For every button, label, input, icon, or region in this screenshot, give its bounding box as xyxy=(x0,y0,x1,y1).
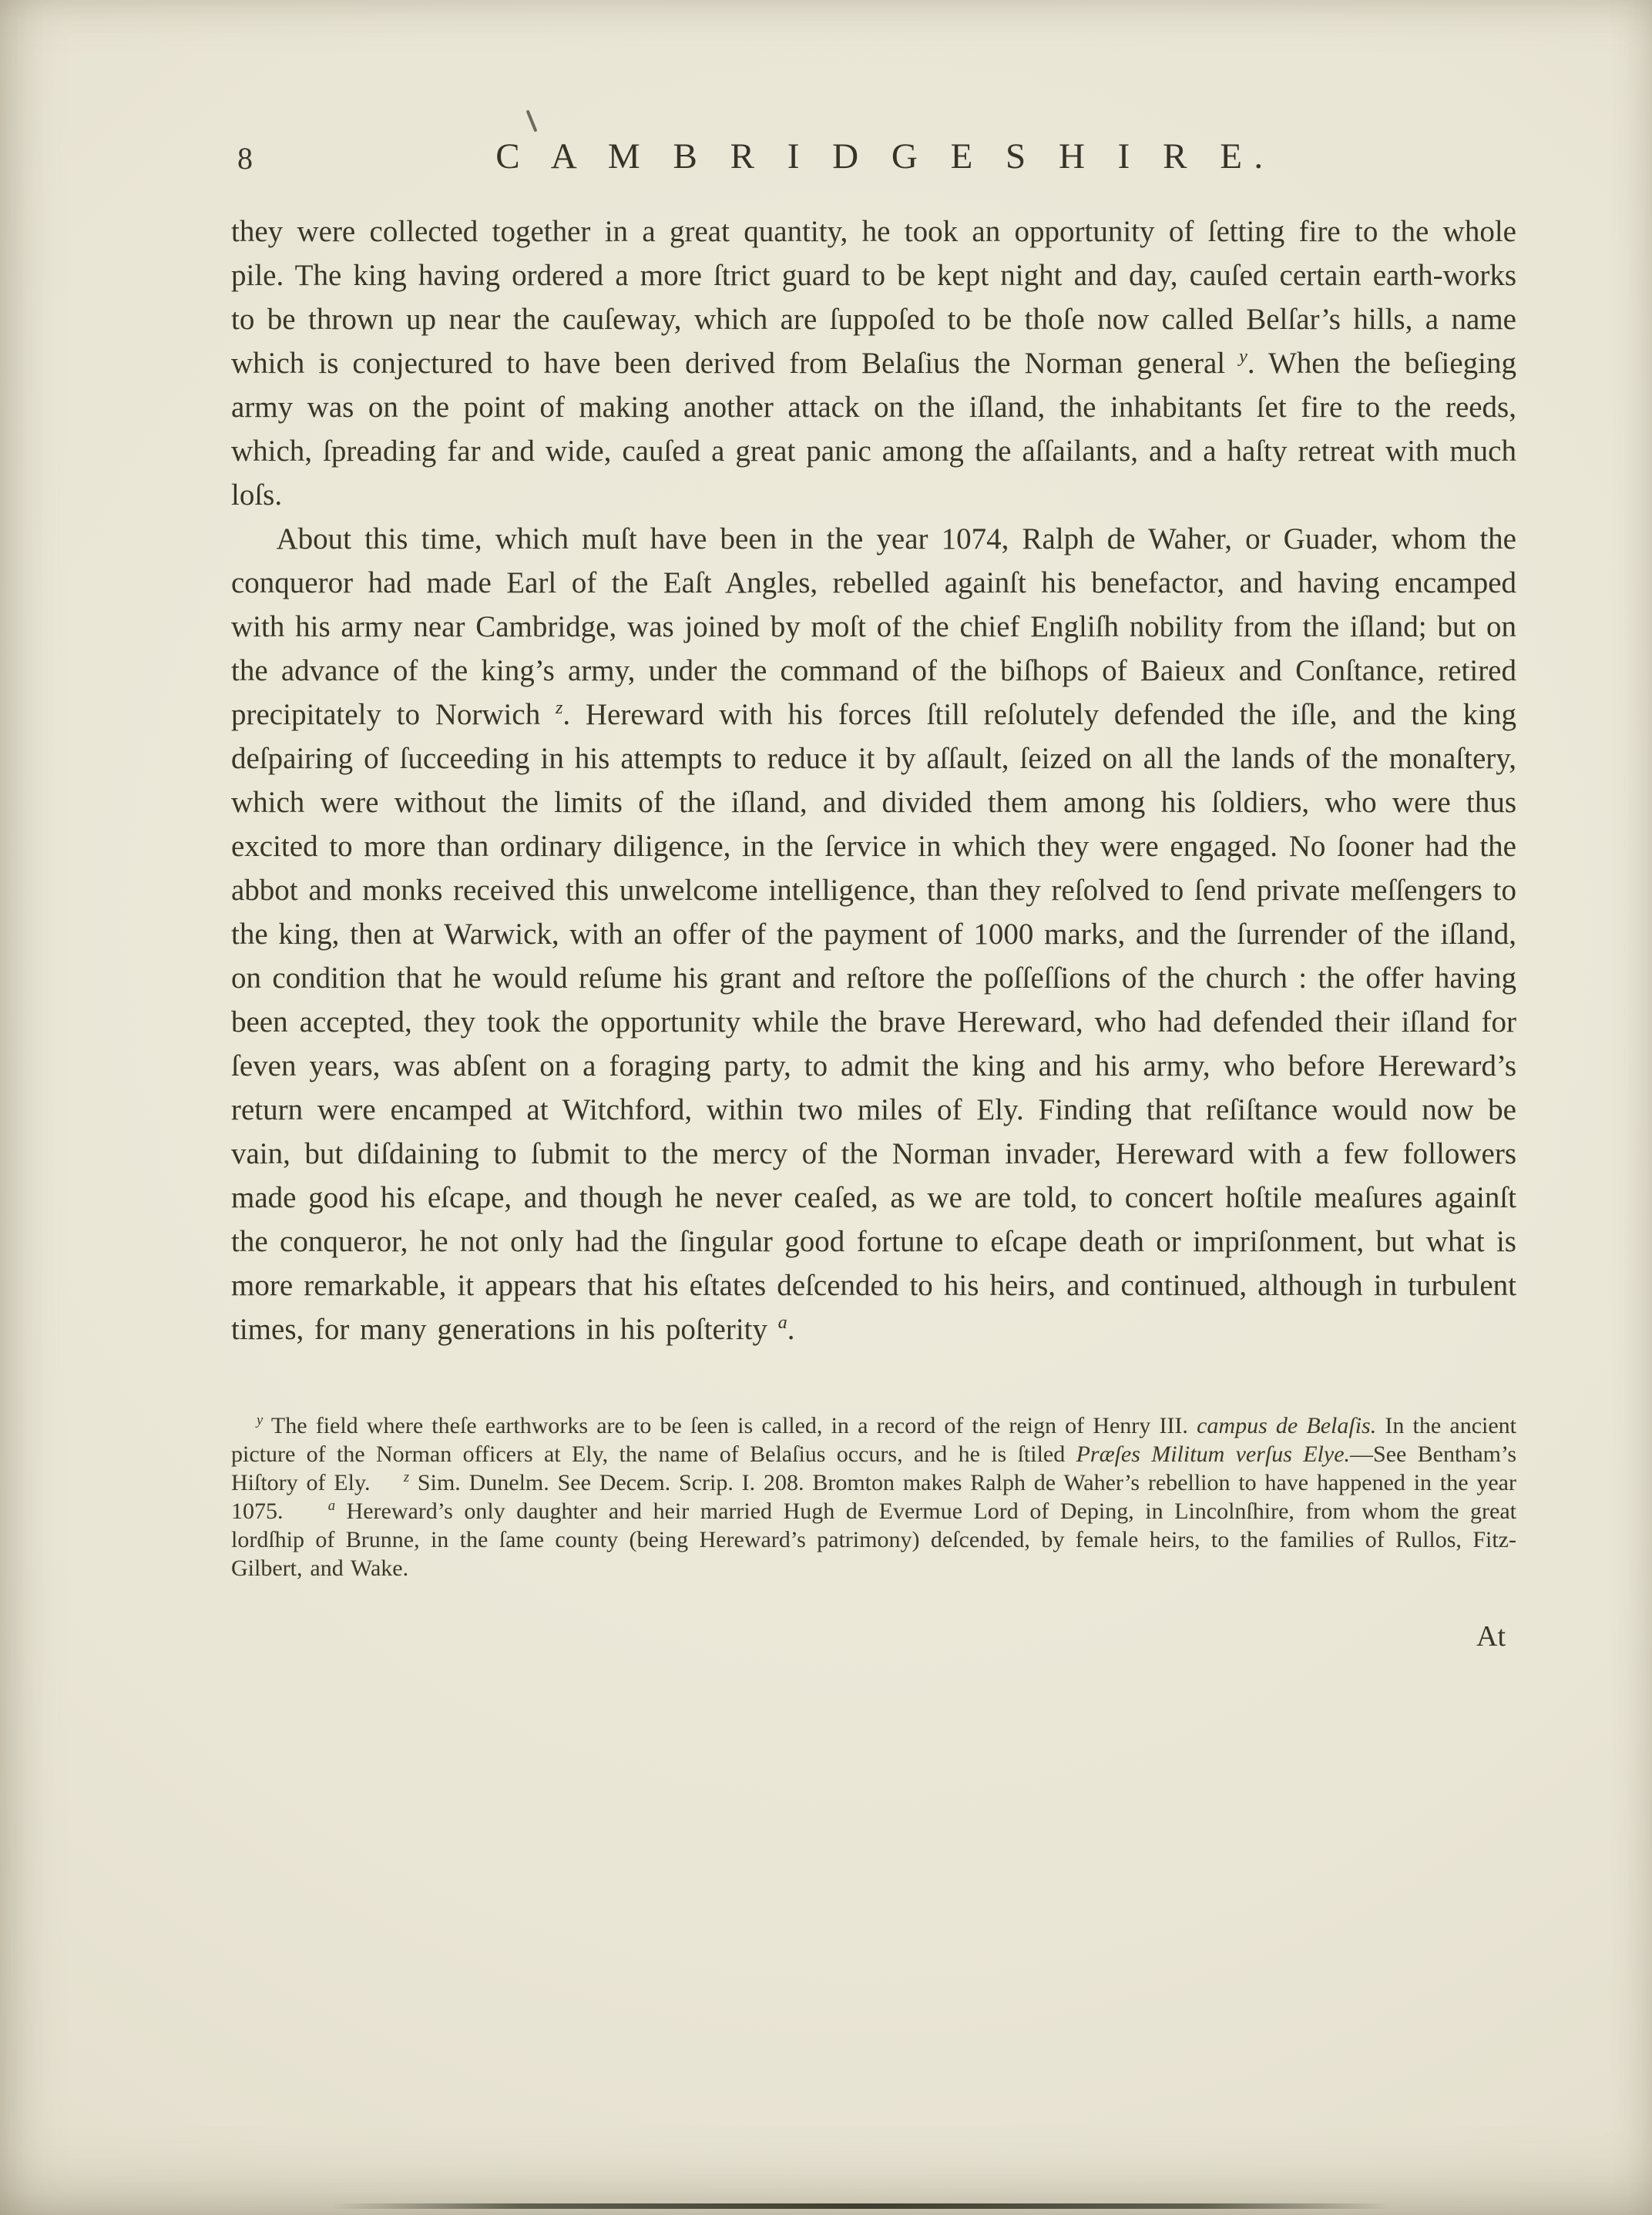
text-segment: they were collected together in a great quantity, he took an opportunity of ſetting fire to the whole pile. The king having ordered a more ſtrict guard to be kept night and day, cauſed certain earth-works to be thrown up near the cauſeway, which are ſuppoſed to be thoſe now called Belſar’s hills, a name which is conjectured to have been derived from Belaſius the Norman general xyxy=(231,215,1516,380)
scan-edge-shadow xyxy=(331,2203,1390,2209)
text-segment: . xyxy=(787,1313,795,1346)
page-number: 8 xyxy=(237,141,253,176)
body-paragraph xyxy=(231,517,1516,1351)
ink-mark xyxy=(526,109,538,132)
text-segment: campus de Belaſis. xyxy=(1197,1413,1377,1438)
text-segment: . Hereward with his forces ſtill reſolutely defended the iſle, and the king deſpairing of ſucceeding in his attempts to reduce it by aſſault, ſeized on all the lands of the monaſtery, which were without the limits of the iſland, and divided them among his ſoldiers, who were thus excited to more than ordinary diligence, in the ſervice in which they were engaged. No ſooner had the abbot and monks received this unwelcome intelligence, than they reſolved to ſend private meſſengers to the king, then at Warwick, with an offer of the payment of 1000 marks, and the ſurrender of the iſland, on condition that he would reſume his grant and reſtore the poſſeſſions of the church : the offer having been accepted, they took the opportunity while the brave Hereward, who had defended their iſland for ſeven years, was abſent on a foraging party, to admit the king and his army, who before Hereward’s return were encamped at Witchford, within two miles of Ely. Finding that reſiſtance would now be vain, but diſdaining to ſubmit to the mercy of the Norman invader, Hereward with a few followers made good his eſcape, and though he never ceaſed, as we are told, to concert hoſtile meaſures againſt the conqueror, he not only had the ſingular good fortune to eſcape death or impriſonment, but what is more remarkable, it appears that his eſtates deſcended to his heirs, and continued, although in turbulent times, for many generations in his poſterity xyxy=(231,698,1517,1346)
footnote-marker: a xyxy=(327,1498,335,1514)
footnote-marker: y xyxy=(1239,346,1247,367)
running-title: C A M B R I D G E S H I R E. xyxy=(495,136,1275,176)
text-segment: Sim. Dunelm. See Decem. Scrip. I. 208. Bromton makes Ralph de Waher’s rebellion to have happened in the year 1075. xyxy=(231,1470,1516,1524)
text-segment: Hereward’s only daughter and heir married Hugh de Evermue Lord of Deping, in Lincolnſhire, from whom the great lordſhip of Brunne, in the ſame county (being Hereward’s patrimony) deſcended, by female heirs, to the families of Rullos, Fitz-Gilbert, and Wake. xyxy=(231,1498,1517,1581)
body-text xyxy=(231,210,1516,1351)
page-header xyxy=(231,136,1516,182)
footnote-marker: y xyxy=(257,1412,264,1428)
text-segment: About this time, which muſt have been in the year 1074, Ralph de Waher, or Guader, whom the conqueror had made Earl of the Eaſt Angles, rebelled againſt his benefactor, and having encamped with his army near Cambridge, was joined by moſt of the chief Engliſh nobility from the iſland; but on the advance of the king’s army, under the command of the biſhops of Baieux and Conſtance, retired precipitately to Norwich xyxy=(231,522,1516,731)
footnote-marker: a xyxy=(777,1312,787,1333)
body-paragraph xyxy=(231,210,1516,517)
footnote xyxy=(231,1411,1516,1582)
text-block xyxy=(231,210,1516,1653)
text-segment: —See Bentham’s Hiſtory of Ely. xyxy=(231,1441,1516,1495)
catchword: At xyxy=(1476,1620,1506,1653)
text-segment: The field where theſe earthworks are to be ſeen is called, in a record of the reign of Henry III. xyxy=(263,1413,1197,1438)
text-segment: . When the beſieging army was on the point of making another attack on the iſland, the inhabitants ſet fire to the reeds, which, ſpreading far and wide, cauſed a great panic among the aſſailants, and a haſty retreat with much loſs. xyxy=(231,347,1516,512)
footnote-marker: z xyxy=(555,697,563,718)
footnote-marker: z xyxy=(403,1469,410,1485)
text-segment: Præſes Militum verſus Elye. xyxy=(1076,1441,1351,1467)
text-segment: In the ancient picture of the Norman officers at Ely, the name of Belaſius occurs, and he is ſtiled xyxy=(231,1413,1516,1467)
